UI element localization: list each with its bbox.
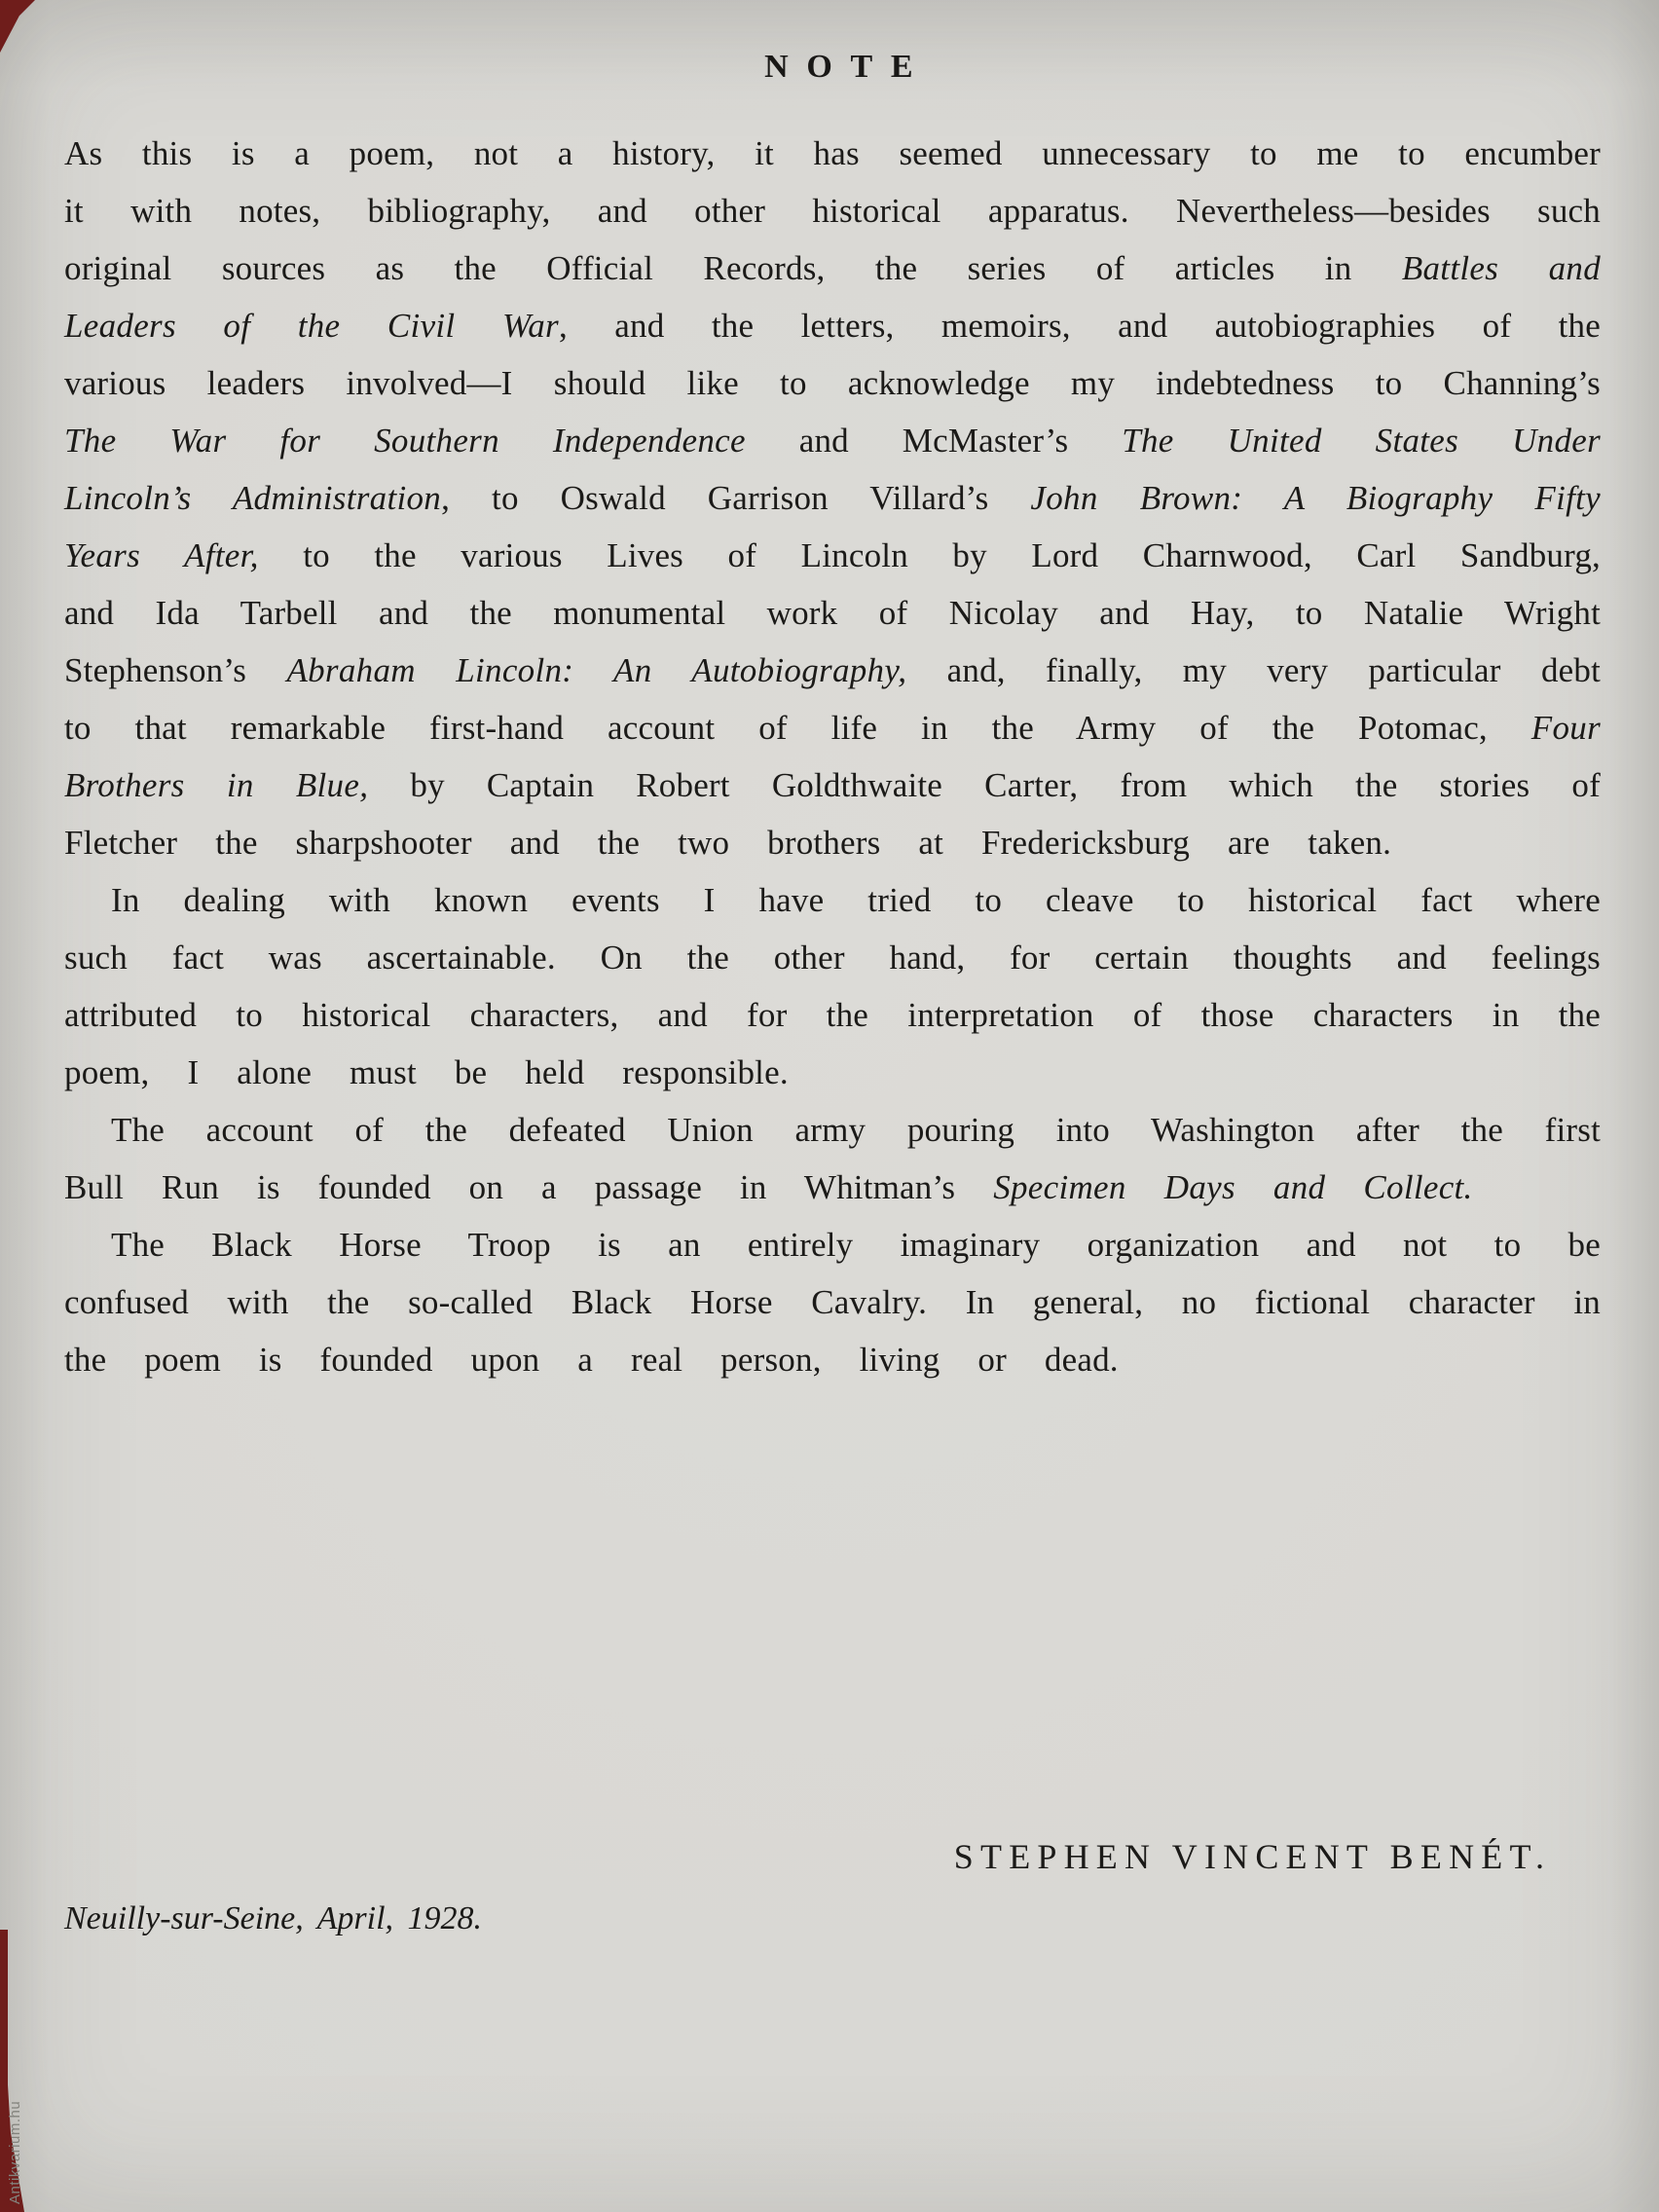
paragraph: The account of the defeated Union army pouring into Washington after the first Bull Run is founded on a passage in Whitman’s Specimen Days and Collect. xyxy=(64,1111,1601,1206)
paragraph: As this is a poem, not a history, it has seemed unnecessary to me to encumber it with notes, bibliography, and other historical apparatus. Nevertheless—besides such original sources as the Official Records, the series of articles in Battles and Leaders of the Civil War, and the letters, memoirs, and autobiographies of the various leaders involved—I should like to acknowledge my indebtedness to Channing’s The War for Southern Independence and McMaster’s The United States Under Lincoln’s Administration, to Oswald Garrison Villard’s John Brown: A Biography Fifty Years After, to the various Lives of Lincoln by Lord Charnwood, Carl Sandburg, and Ida Tarbell and the monumental work of Nicolay and Hay, to Natalie Wright Stephenson’s Abraham Lincoln: An Autobiography, and, finally, my very particular debt to that remarkable first-hand account of life in the Army of the Potomac, Four Brothers in Blue, by Captain Robert Goldthwaite Carter, from which the stories of Fletcher the sharpshooter and the two brothers at Fredericksburg are taken. xyxy=(64,134,1602,862)
author-signature: STEPHEN VINCENT BENÉT. xyxy=(953,1837,1552,1876)
page-title: NOTE xyxy=(764,49,932,85)
binding-mark-top-left xyxy=(0,0,35,53)
paragraph: In dealing with known events I have tried to cleave to historical fact where such fact was ascertainable. On the other hand, for certain thoughts and feelings attributed to historical characters, and for the interpretation of those characters in the poem, I alone must be held responsible. xyxy=(64,881,1601,1091)
dateline: Neuilly-sur-Seine, April, 1928. xyxy=(64,1900,483,1936)
note-body xyxy=(64,125,1601,1388)
paragraph: The Black Horse Troop is an entirely imaginary organization and not to be confused with the so-called Black Horse Cavalry. In general, no fictional character in the poem is founded upon a real person, living or dead. xyxy=(64,1226,1601,1379)
watermark: Antikvarium.hu xyxy=(7,2100,23,2204)
